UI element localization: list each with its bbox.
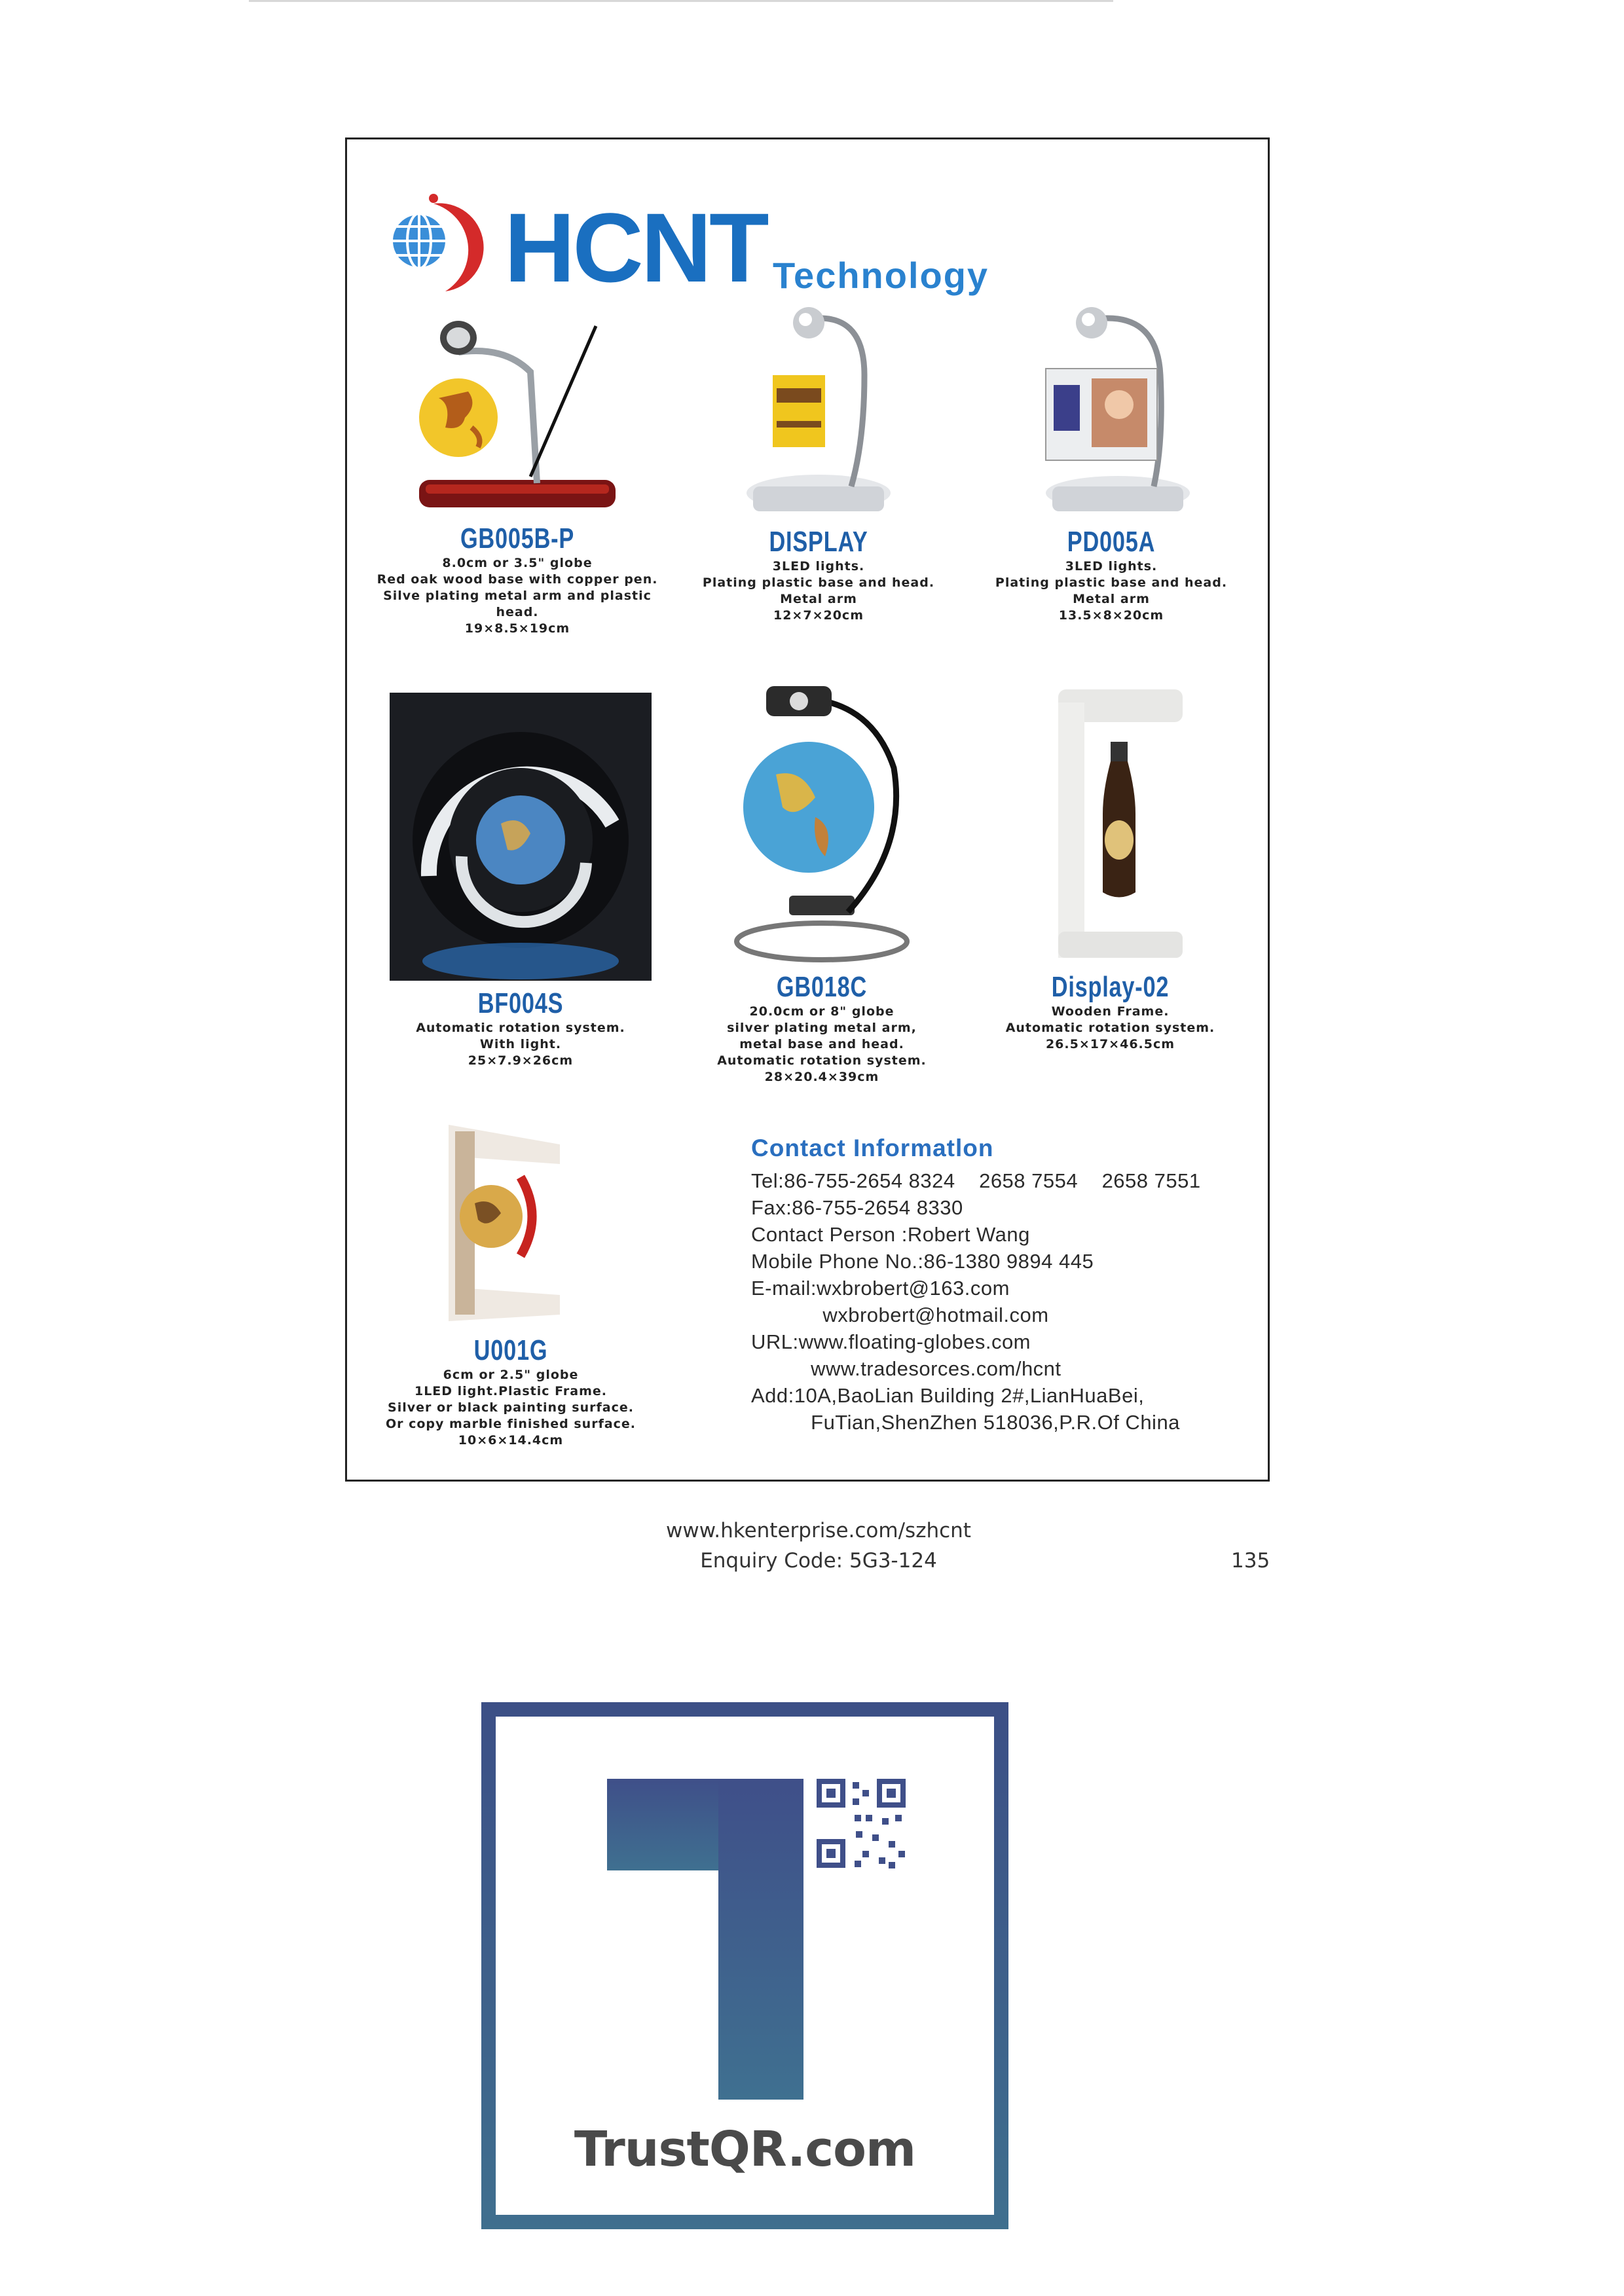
product-code: GB018C	[776, 971, 868, 1003]
product-display	[697, 297, 940, 624]
contact-url: URL:www.floating-globes.com	[751, 1330, 1031, 1353]
globe-pen-stand-image	[399, 313, 635, 516]
product-display-02	[997, 676, 1223, 1053]
product-code: BF004S	[477, 987, 564, 1019]
large-globe-stand-image	[717, 676, 927, 964]
product-bf004s	[386, 693, 655, 1069]
contact-email-alt: wxbrobert@hotmail.com	[751, 1303, 1049, 1326]
photo-frame-stand-image	[1020, 297, 1203, 519]
brand-name: HCNT	[504, 192, 767, 302]
catalog-page	[345, 137, 1270, 1482]
top-rule	[249, 0, 1113, 2]
contact-address-cont: FuTian,ShenZhen 518036,P.R.Of China	[751, 1411, 1180, 1434]
brand-subtitle: Technology	[773, 255, 989, 296]
product-gb005b-p	[373, 313, 661, 637]
product-code: U001G	[473, 1334, 548, 1366]
footer-url: www.hkenterprise.com/szhcnt	[666, 1519, 971, 1542]
contact-email: E-mail:wxbrobert@163.com	[751, 1277, 1010, 1300]
u-frame-globe-image	[429, 1118, 593, 1328]
product-gb018c	[704, 676, 940, 1085]
product-pd005a	[987, 297, 1236, 624]
bottle-display-image	[1025, 676, 1196, 964]
contact-tel: Tel:86-755-2654 8324 2658 7554 2658 7551	[751, 1169, 1201, 1192]
product-code: Display-02	[1051, 971, 1170, 1003]
globe-logo-icon	[373, 179, 498, 310]
product-code: PD005A	[1067, 526, 1156, 558]
product-description: 8.0cm or 3.5" globe Red oak wood base with copper pen. Silve plating metal arm and plastic head. 19×8.5×19cm	[377, 556, 658, 636]
product-description: Wooden Frame. Automatic rotation system. 26.5×17×46.5cm	[1005, 1004, 1215, 1051]
contact-address: Add:10A,BaoLian Building 2#,LianHuaBei,	[751, 1384, 1145, 1407]
page-number: 135	[1231, 1549, 1270, 1573]
contact-fax: Fax:86-755-2654 8330	[751, 1196, 963, 1219]
product-description: 6cm or 2.5" globe 1LED light.Plastic Frame. Silver or black painting surface. Or copy marble finished surface. 10×6×14.4cm	[385, 1368, 637, 1448]
contact-mobile: Mobile Phone No.:86-1380 9894 445	[751, 1250, 1094, 1273]
contact-url-alt: www.tradesorces.com/hcnt	[751, 1357, 1061, 1380]
contact-person: Contact Person :Robert Wang	[751, 1223, 1030, 1246]
product-description: 3LED lights. Plating plastic base and head. Metal arm 12×7×20cm	[702, 559, 935, 623]
enquiry-code: Enquiry Code: 5G3-124	[700, 1549, 937, 1573]
product-code: DISPLAY	[769, 526, 868, 558]
product-description: 3LED lights. Plating plastic base and head. Metal arm 13.5×8×20cm	[995, 559, 1228, 623]
qr-code-icon	[817, 1779, 906, 1868]
product-code: GB005B-P	[460, 522, 575, 555]
product-u001g	[373, 1118, 648, 1449]
trustqr-wordmark: TrustQR.com	[574, 2121, 916, 2178]
product-description: 20.0cm or 8" globe silver plating metal arm, metal base and head. Automatic rotation system. 28×20.4×39cm	[717, 1004, 927, 1084]
trustqr-t-logo-icon	[496, 1717, 994, 2109]
contact-info	[751, 1135, 1249, 1436]
product-description: Automatic rotation system. With light. 25×7.9×26cm	[416, 1021, 625, 1068]
display-stand-image	[733, 297, 904, 519]
brand-logo	[373, 179, 1028, 310]
contact-title: Contact Informatlon	[751, 1135, 994, 1161]
trustqr-badge	[481, 1702, 1008, 2229]
ring-frame-globe-image	[390, 693, 652, 981]
